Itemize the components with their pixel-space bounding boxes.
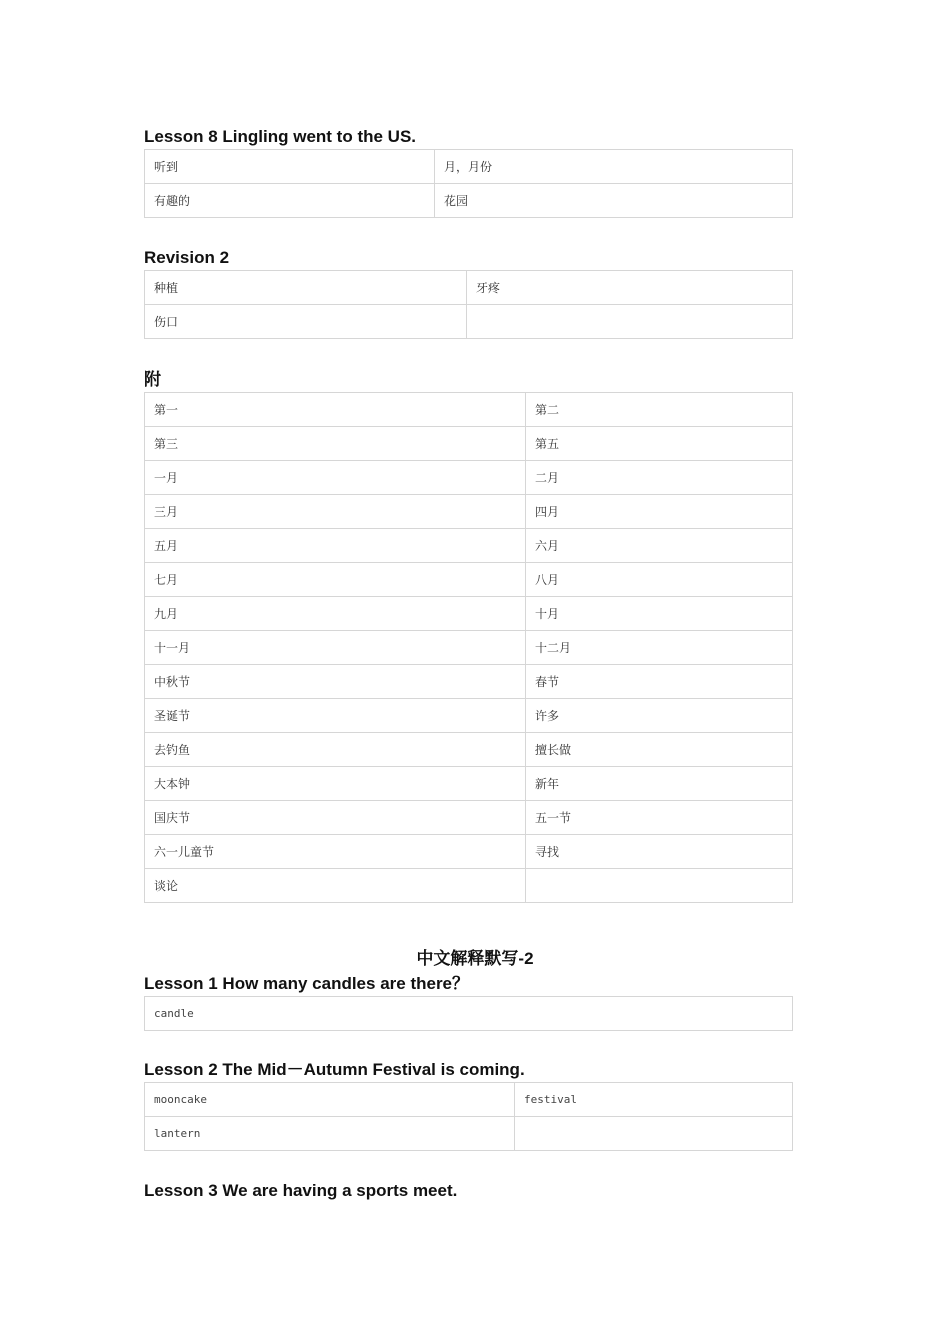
- table-row: [145, 427, 793, 461]
- table-cell: 春节: [526, 665, 793, 699]
- table-cell: 种植: [145, 271, 467, 305]
- table-row: [145, 529, 793, 563]
- table-cell: 十月: [526, 597, 793, 631]
- table-cell: 中秋节: [145, 665, 526, 699]
- table-row: [145, 563, 793, 597]
- table-row: [145, 801, 793, 835]
- table-row: [145, 597, 793, 631]
- vocab-table-appendix: [144, 392, 793, 903]
- table-cell: 第一: [145, 393, 526, 427]
- table-cell: 五一节: [526, 801, 793, 835]
- table-cell: 八月: [526, 563, 793, 597]
- table-row: [145, 835, 793, 869]
- table-row: [145, 699, 793, 733]
- table-cell: 牙疼: [467, 271, 793, 305]
- section-title-appendix: 附: [144, 370, 161, 389]
- part2-heading: 中文解释默写-2: [416, 949, 534, 968]
- table-cell: 有趣的: [145, 184, 435, 218]
- section-title-lesson2: Lesson 2 The Mid－Autumn Festival is coming.: [144, 1060, 525, 1079]
- table-row: [145, 461, 793, 495]
- table-cell: 五月: [145, 529, 526, 563]
- table-cell: 许多: [526, 699, 793, 733]
- table-row: [145, 150, 793, 184]
- table-row: [145, 495, 793, 529]
- table-cell: 去钓鱼: [145, 733, 526, 767]
- table-cell: 二月: [526, 461, 793, 495]
- table-row: [145, 997, 793, 1031]
- table-cell: [515, 1117, 793, 1151]
- table-cell: 花园: [435, 184, 793, 218]
- table-cell: [467, 305, 793, 339]
- vocab-table-revision2: [144, 270, 793, 339]
- table-cell: 第五: [526, 427, 793, 461]
- table-row: [145, 305, 793, 339]
- table-cell: 擅长做: [526, 733, 793, 767]
- table-row: [145, 271, 793, 305]
- table-cell: 一月: [145, 461, 526, 495]
- table-cell: 六月: [526, 529, 793, 563]
- table-cell: 听到: [145, 150, 435, 184]
- section-title-lesson8: Lesson 8 Lingling went to the US.: [144, 127, 417, 146]
- table-cell: 新年: [526, 767, 793, 801]
- table-row: [145, 393, 793, 427]
- table-cell: 七月: [145, 563, 526, 597]
- table-cell: [526, 869, 793, 903]
- table-cell: candle: [145, 997, 793, 1031]
- table-cell: 四月: [526, 495, 793, 529]
- table-cell: mooncake: [145, 1083, 515, 1117]
- table-row: [145, 733, 793, 767]
- section-title-lesson1: Lesson 1 How many candles are there？: [144, 974, 470, 993]
- table-cell: 十一月: [145, 631, 526, 665]
- vocab-table-lesson1: [144, 996, 793, 1031]
- table-row: [145, 665, 793, 699]
- table-cell: 伤口: [145, 305, 467, 339]
- table-row: [145, 1117, 793, 1151]
- vocab-table-lesson8: [144, 149, 793, 218]
- table-cell: 十二月: [526, 631, 793, 665]
- section-title-lesson3: Lesson 3 We are having a sports meet.: [144, 1181, 458, 1200]
- table-cell: 三月: [145, 495, 526, 529]
- table-cell: 寻找: [526, 835, 793, 869]
- table-row: [145, 631, 793, 665]
- table-row: [145, 869, 793, 903]
- table-row: [145, 184, 793, 218]
- table-row: [145, 1083, 793, 1117]
- table-cell: 圣诞节: [145, 699, 526, 733]
- table-cell: 谈论: [145, 869, 526, 903]
- table-cell: 六一儿童节: [145, 835, 526, 869]
- table-cell: lantern: [145, 1117, 515, 1151]
- table-row: [145, 767, 793, 801]
- table-cell: festival: [515, 1083, 793, 1117]
- table-cell: 第三: [145, 427, 526, 461]
- table-cell: 九月: [145, 597, 526, 631]
- vocab-table-lesson2: [144, 1082, 793, 1151]
- section-title-revision2: Revision 2: [144, 248, 230, 267]
- table-cell: 月，月份: [435, 150, 793, 184]
- table-cell: 第二: [526, 393, 793, 427]
- table-cell: 大本钟: [145, 767, 526, 801]
- table-cell: 国庆节: [145, 801, 526, 835]
